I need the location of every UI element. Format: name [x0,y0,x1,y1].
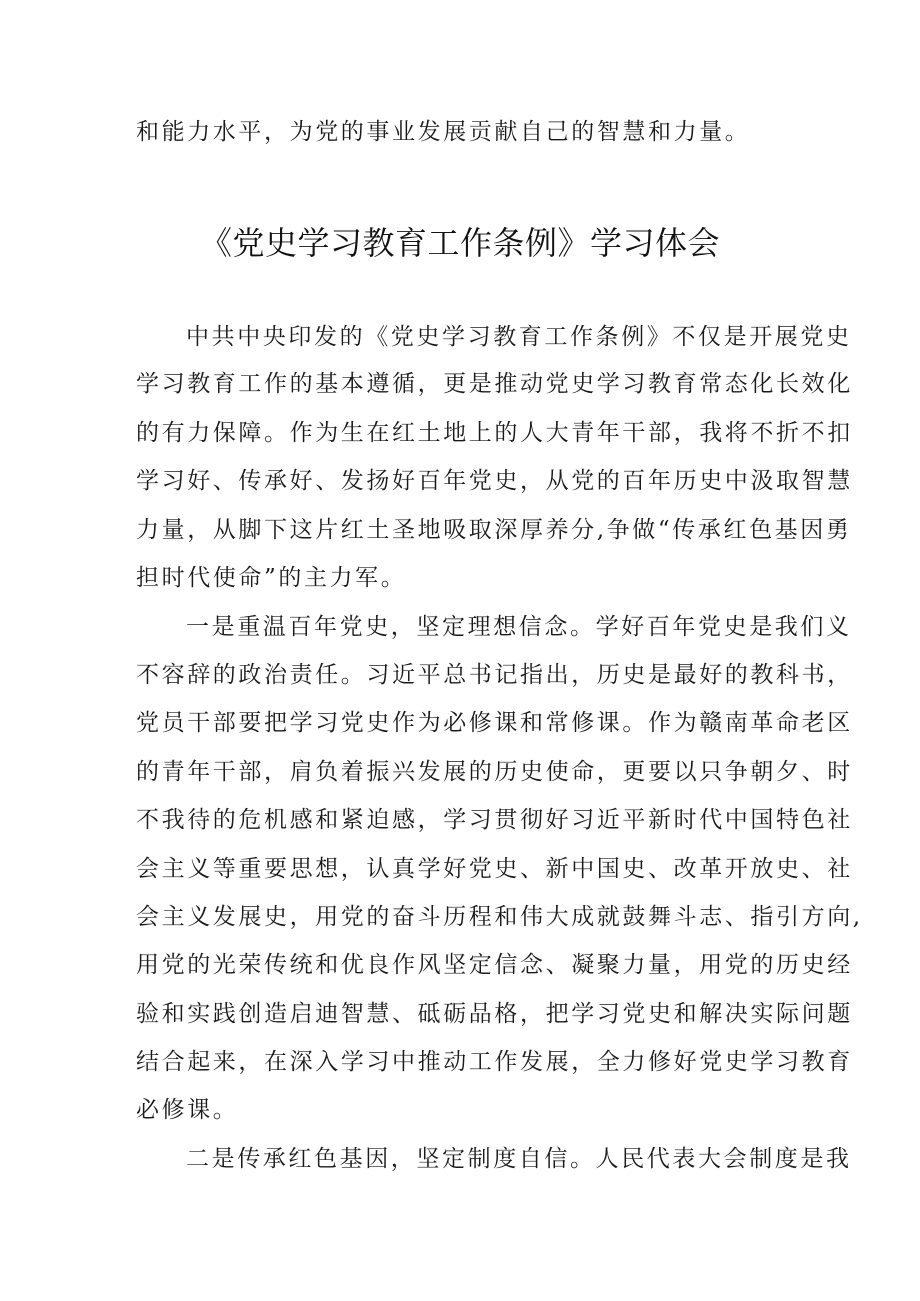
paragraph-line: 验和实践创造启迪智慧、砥砺品格，把学习党史和解决实际问题 [136,1001,853,1027]
paragraph-line: 学习好、传承好、发扬好百年党史，从党的百年历史中汲取智慧 [136,468,853,494]
paragraph-line: 二是传承红色基因，坚定制度自信。人民代表大会制度是我 [186,1146,852,1172]
paragraph-line: 学习教育工作的基本遵循，更是推动党史学习教育常态化长效化 [136,371,853,397]
paragraph-line: 会主义发展史，用党的奋斗历程和伟大成就鼓舞斗志、指引方向, [136,904,863,930]
paragraph-line: 不容辞的政治责任。习近平总书记指出，历史是最好的教科书， [136,662,853,688]
paragraph-line: 不我待的危机感和紧迫感，学习贯彻好习近平新时代中国特色社 [136,807,853,833]
document-title: 《党史学习教育工作条例》学习体会 [199,224,720,262]
paragraph-line: 一是重温百年党史，坚定理想信念。学好百年党史是我们义 [186,614,852,640]
paragraph-line: 结合起来，在深入学习中推动工作发展，全力修好党史学习教育 [136,1049,853,1075]
paragraph-line: 会主义等重要思想，认真学好党史、新中国史、改革开放史、社 [136,856,853,882]
paragraph-line: 力量，从脚下这片红土圣地吸取深厚养分,争做“传承红色基因勇 [136,517,852,543]
paragraph-line: 中共中央印发的《党史学习教育工作条例》不仅是开展党史 [186,324,852,350]
paragraph-line: 的青年干部，肩负着振兴发展的历史使命，更要以只争朝夕、时 [136,759,853,785]
paragraph-line: 的有力保障。作为生在红土地上的人大青年干部，我将不折不扣 [136,420,853,446]
paragraph-line: 必修课。 [136,1097,239,1123]
paragraph-line: 党员干部要把学习党史作为必修课和常修课。作为赣南革命老区 [136,710,853,736]
paragraph-line: 用党的光荣传统和优良作风坚定信念、凝聚力量，用党的历史经 [136,952,853,978]
carryover-line: 和能力水平，为党的事业发展贡献自己的智慧和力量。 [136,119,751,145]
paragraph-line: 担时代使命”的主力军。 [136,565,407,591]
